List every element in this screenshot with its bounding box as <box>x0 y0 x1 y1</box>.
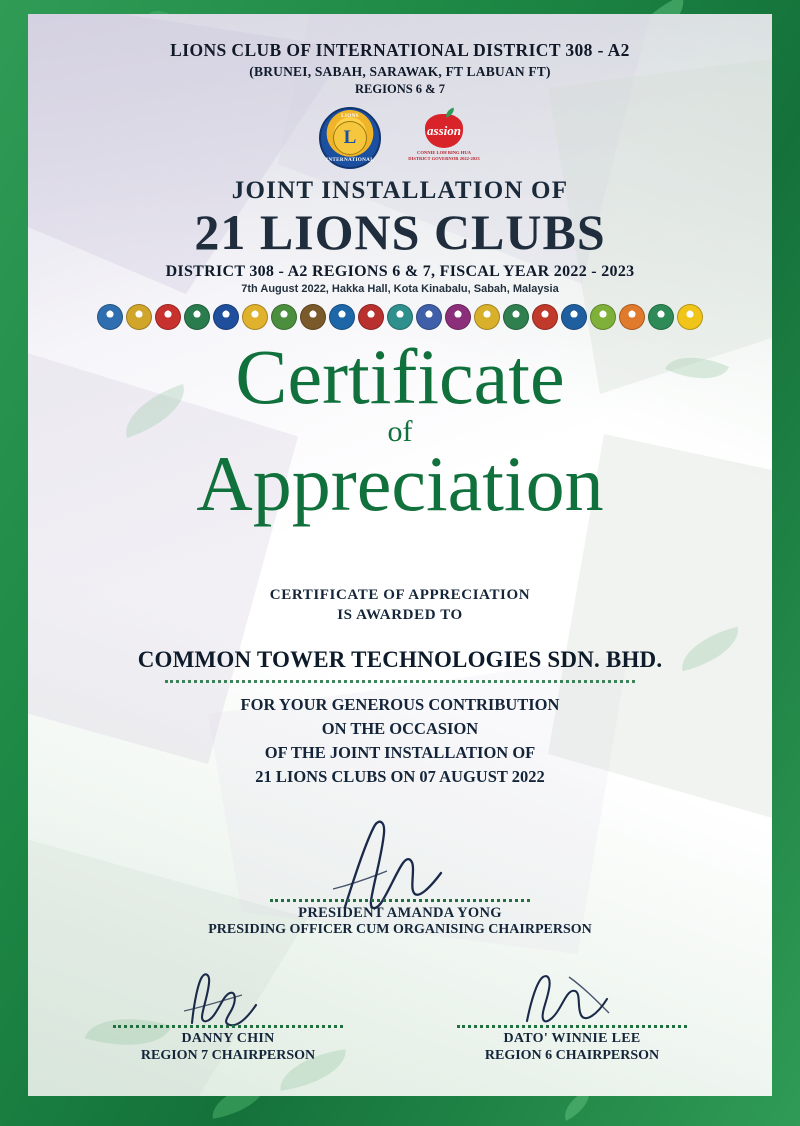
organization-title: LIONS CLUB OF INTERNATIONAL DISTRICT 308 - A2 <box>170 40 630 60</box>
event-district-line: DISTRICT 308 - A2 REGIONS 6 & 7, FISCAL YEAR 2022 - 2023 <box>165 263 635 280</box>
club-logo-6-icon <box>242 304 268 330</box>
recipient-dotted-rule <box>165 680 635 683</box>
header-logos-row <box>28 105 772 171</box>
club-logo-5-icon <box>213 304 239 330</box>
club-logo-11-icon <box>387 304 413 330</box>
club-logo-19-icon <box>619 304 645 330</box>
right-signature-name: DATO' WINNIE LEE <box>503 1031 641 1047</box>
event-joint-title: JOINT INSTALLATION OF <box>231 177 569 204</box>
club-logo-4-icon <box>184 304 210 330</box>
apple-icon <box>425 114 463 148</box>
award-body-line3: OF THE JOINT INSTALLATION OF <box>264 743 536 763</box>
award-heading-line1: CERTIFICATE OF APPRECIATION <box>269 586 531 603</box>
event-main-title: 21 LIONS CLUBS <box>194 204 606 260</box>
primary-signature-role: PRESIDING OFFICER CUM ORGANISING CHAIRPERSON <box>208 922 592 938</box>
event-venue-line: 7th August 2022, Hakka Hall, Kota Kinabalu, Sabah, Malaysia <box>241 283 559 295</box>
club-logo-16-icon <box>532 304 558 330</box>
club-logo-9-icon <box>329 304 355 330</box>
club-logo-21-icon <box>677 304 703 330</box>
award-body-text <box>28 693 772 789</box>
club-logo-12-icon <box>416 304 442 330</box>
organization-subtitle: (BRUNEI, SABAH, SARAWAK, FT LABUAN FT) <box>249 64 551 79</box>
primary-signature-rule <box>270 899 530 902</box>
award-body-line4: 21 LIONS CLUBS ON 07 AUGUST 2022 <box>255 767 545 787</box>
recipient-name: COMMON TOWER TECHNOLOGIES SDN. BHD. <box>137 647 663 673</box>
club-logo-1-icon <box>97 304 123 330</box>
left-signature-name: DANNY CHIN <box>181 1031 275 1047</box>
club-logo-13-icon <box>445 304 471 330</box>
club-logo-17-icon <box>561 304 587 330</box>
certificate-heading-of: of <box>387 414 413 448</box>
lions-logo-letter: L <box>333 121 367 155</box>
club-logo-3-icon <box>155 304 181 330</box>
club-logo-15-icon <box>503 304 529 330</box>
right-signature-block <box>442 965 702 1075</box>
certificate-content <box>28 40 772 1075</box>
club-logo-20-icon <box>648 304 674 330</box>
award-heading-line2: IS AWARDED TO <box>337 607 463 624</box>
right-signature-role: REGION 6 CHAIRPERSON <box>484 1048 660 1064</box>
left-signature-block <box>98 965 358 1075</box>
primary-signature-block <box>28 825 772 945</box>
certificate-heading-appreciation: Appreciation <box>196 439 604 527</box>
club-logo-10-icon <box>358 304 384 330</box>
primary-signature-name: PRESIDENT AMANDA YONG <box>298 905 502 922</box>
lions-international-logo-icon <box>319 107 381 169</box>
organization-regions: REGIONS 6 & 7 <box>355 82 445 96</box>
club-logo-7-icon <box>271 304 297 330</box>
club-logos-row <box>28 302 772 332</box>
bottom-signatures-row <box>28 965 772 1075</box>
club-logo-2-icon <box>126 304 152 330</box>
passion-district-logo-icon <box>407 108 481 168</box>
lions-logo-top-text: LIONS <box>341 113 359 119</box>
lions-logo-bottom-text: INTERNATIONAL <box>326 157 374 163</box>
award-body-line2: ON THE OCCASION <box>321 719 479 739</box>
certificate-paper <box>28 14 772 1096</box>
left-signature-role: REGION 7 CHAIRPERSON <box>140 1048 316 1064</box>
club-logo-14-icon <box>474 304 500 330</box>
award-body-line1: FOR YOUR GENEROUS CONTRIBUTION <box>240 695 560 715</box>
passion-logo-word: assion <box>427 123 461 139</box>
award-heading <box>28 585 772 626</box>
right-signature-rule <box>457 1025 687 1028</box>
club-logo-18-icon <box>590 304 616 330</box>
certificate-heading-word: Certificate <box>235 333 565 420</box>
left-signature-rule <box>113 1025 343 1028</box>
passion-logo-subtext: CONNIE LOH BING HUA DISTRICT GOVERNOR 2022-2023 <box>408 150 480 161</box>
club-logo-8-icon <box>300 304 326 330</box>
